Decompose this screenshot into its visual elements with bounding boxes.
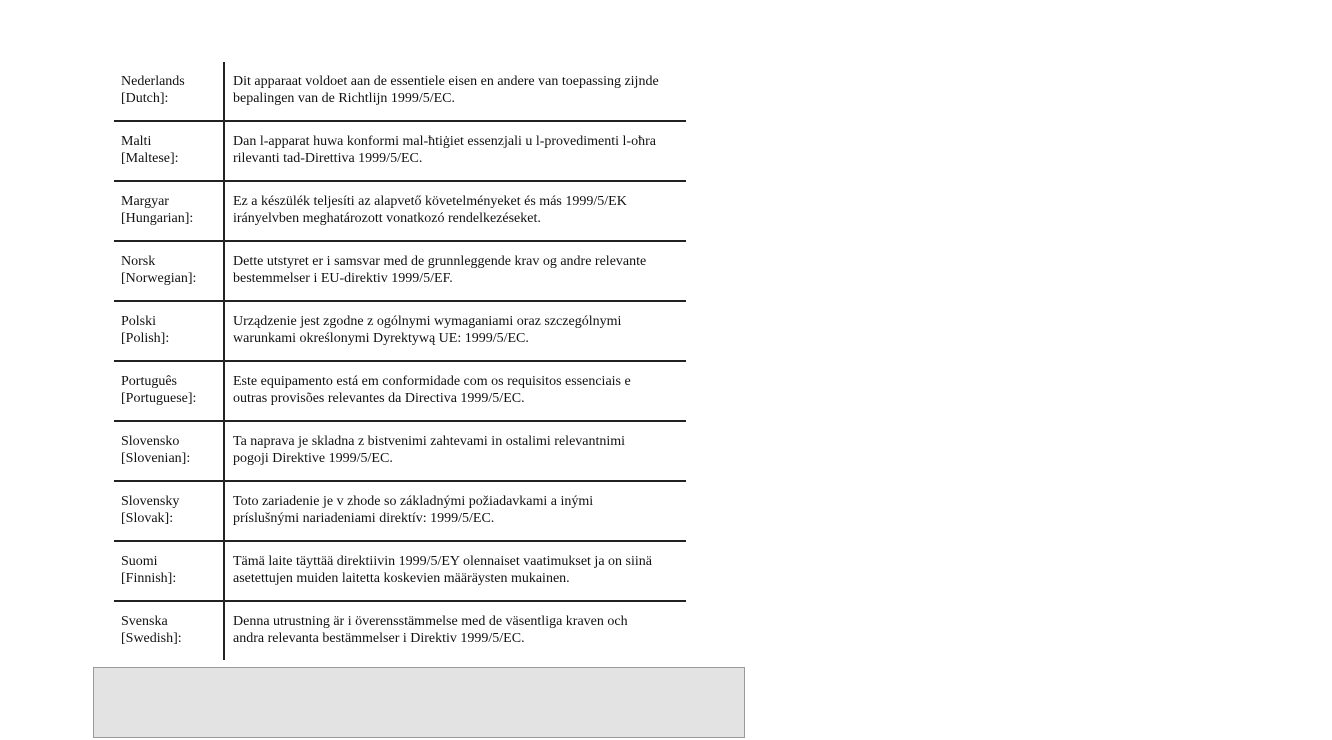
statement-line: Este equipamento está em conformidade com os requisitos essenciais e <box>233 374 631 389</box>
statement-line: pogoji Direktive 1999/5/EC. <box>233 451 393 466</box>
language-english-name: [Swedish]: <box>121 631 182 646</box>
table-row <box>114 362 686 422</box>
language-cell <box>114 422 225 480</box>
language-name: Svenska <box>121 614 168 629</box>
language-cell <box>114 122 225 180</box>
statement-line: Dette utstyret er i samsvar med de grunnleggende krav og andre relevante <box>233 254 647 269</box>
statement-line: príslušnými nariadeniami direktív: 1999/5/EC. <box>233 511 495 526</box>
language-english-name: [Dutch]: <box>121 91 169 106</box>
language-cell <box>114 242 225 300</box>
table-row <box>114 122 686 182</box>
statement-cell <box>225 62 686 120</box>
language-cell <box>114 602 225 660</box>
language-cell <box>114 302 225 360</box>
statement-line: Ta naprava je skladna z bistvenimi zahtevami in ostalimi relevantnimi <box>233 434 626 449</box>
table-row <box>114 182 686 242</box>
statement-line: bepalingen van de Richtlijn 1999/5/EC. <box>233 91 456 106</box>
language-name: Polski <box>121 314 157 329</box>
table-row <box>114 482 686 542</box>
statement-line: Toto zariadenie je v zhode so základnými požiadavkami a inými <box>233 494 594 509</box>
table-row <box>114 542 686 602</box>
table-row <box>114 242 686 302</box>
language-name: Slovensko <box>121 434 180 449</box>
language-english-name: [Slovenian]: <box>121 451 191 466</box>
statement-line: bestemmelser i EU-direktiv 1999/5/EF. <box>233 271 453 286</box>
table-row <box>114 62 686 122</box>
language-english-name: [Hungarian]: <box>121 211 194 226</box>
statement-line: asetettujen muiden laitetta koskevien määräysten mukainen. <box>233 571 570 586</box>
statement-cell <box>225 542 686 600</box>
language-name: Português <box>121 374 177 389</box>
language-cell <box>114 542 225 600</box>
language-english-name: [Slovak]: <box>121 511 174 526</box>
statement-line: outras provisões relevantes da Directiva 1999/5/EC. <box>233 391 525 406</box>
statement-cell <box>225 602 686 660</box>
language-cell <box>114 182 225 240</box>
statement-line: warunkami określonymi Dyrektywą UE: 1999/5/EC. <box>233 331 529 346</box>
language-english-name: [Portuguese]: <box>121 391 197 406</box>
statement-cell <box>225 302 686 360</box>
language-cell <box>114 62 225 120</box>
language-cell <box>114 482 225 540</box>
statement-line: Urządzenie jest zgodne z ogólnymi wymaganiami oraz szczególnymi <box>233 314 622 329</box>
statement-line: rilevanti tad-Direttiva 1999/5/EC. <box>233 151 423 166</box>
statement-line: Dit apparaat voldoet aan de essentiele eisen en andere van toepassing zijnde <box>233 74 659 89</box>
language-english-name: [Norwegian]: <box>121 271 197 286</box>
table-row <box>114 602 686 660</box>
statement-cell <box>225 182 686 240</box>
statement-line: irányelvben meghatározott vonatkozó rendelkezéseket. <box>233 211 541 226</box>
statement-cell <box>225 362 686 420</box>
statement-line: Tämä laite täyttää direktiivin 1999/5/EY olennaiset vaatimukset ja on siinä <box>233 554 652 569</box>
statement-cell <box>225 422 686 480</box>
table-row <box>114 422 686 482</box>
language-english-name: [Maltese]: <box>121 151 179 166</box>
footer-bar <box>93 667 745 738</box>
compliance-table <box>114 62 686 660</box>
statement-cell <box>225 482 686 540</box>
language-english-name: [Polish]: <box>121 331 170 346</box>
table-row <box>114 302 686 362</box>
language-name: Malti <box>121 134 152 149</box>
language-english-name: [Finnish]: <box>121 571 177 586</box>
language-name: Slovensky <box>121 494 180 509</box>
language-cell <box>114 362 225 420</box>
statement-line: Denna utrustning är i överensstämmelse med de väsentliga kraven och <box>233 614 628 629</box>
statement-line: Dan l-apparat huwa konformi mal-ħtiġiet essenzjali u l-provedimenti l-oħra <box>233 134 656 149</box>
language-name: Suomi <box>121 554 158 569</box>
statement-line: andra relevanta bestämmelser i Direktiv 1999/5/EC. <box>233 631 525 646</box>
language-name: Norsk <box>121 254 156 269</box>
language-name: Nederlands <box>121 74 185 89</box>
statement-cell <box>225 122 686 180</box>
statement-cell <box>225 242 686 300</box>
statement-line: Ez a készülék teljesíti az alapvető követelményeket és más 1999/5/EK <box>233 194 627 209</box>
language-name: Margyar <box>121 194 169 209</box>
